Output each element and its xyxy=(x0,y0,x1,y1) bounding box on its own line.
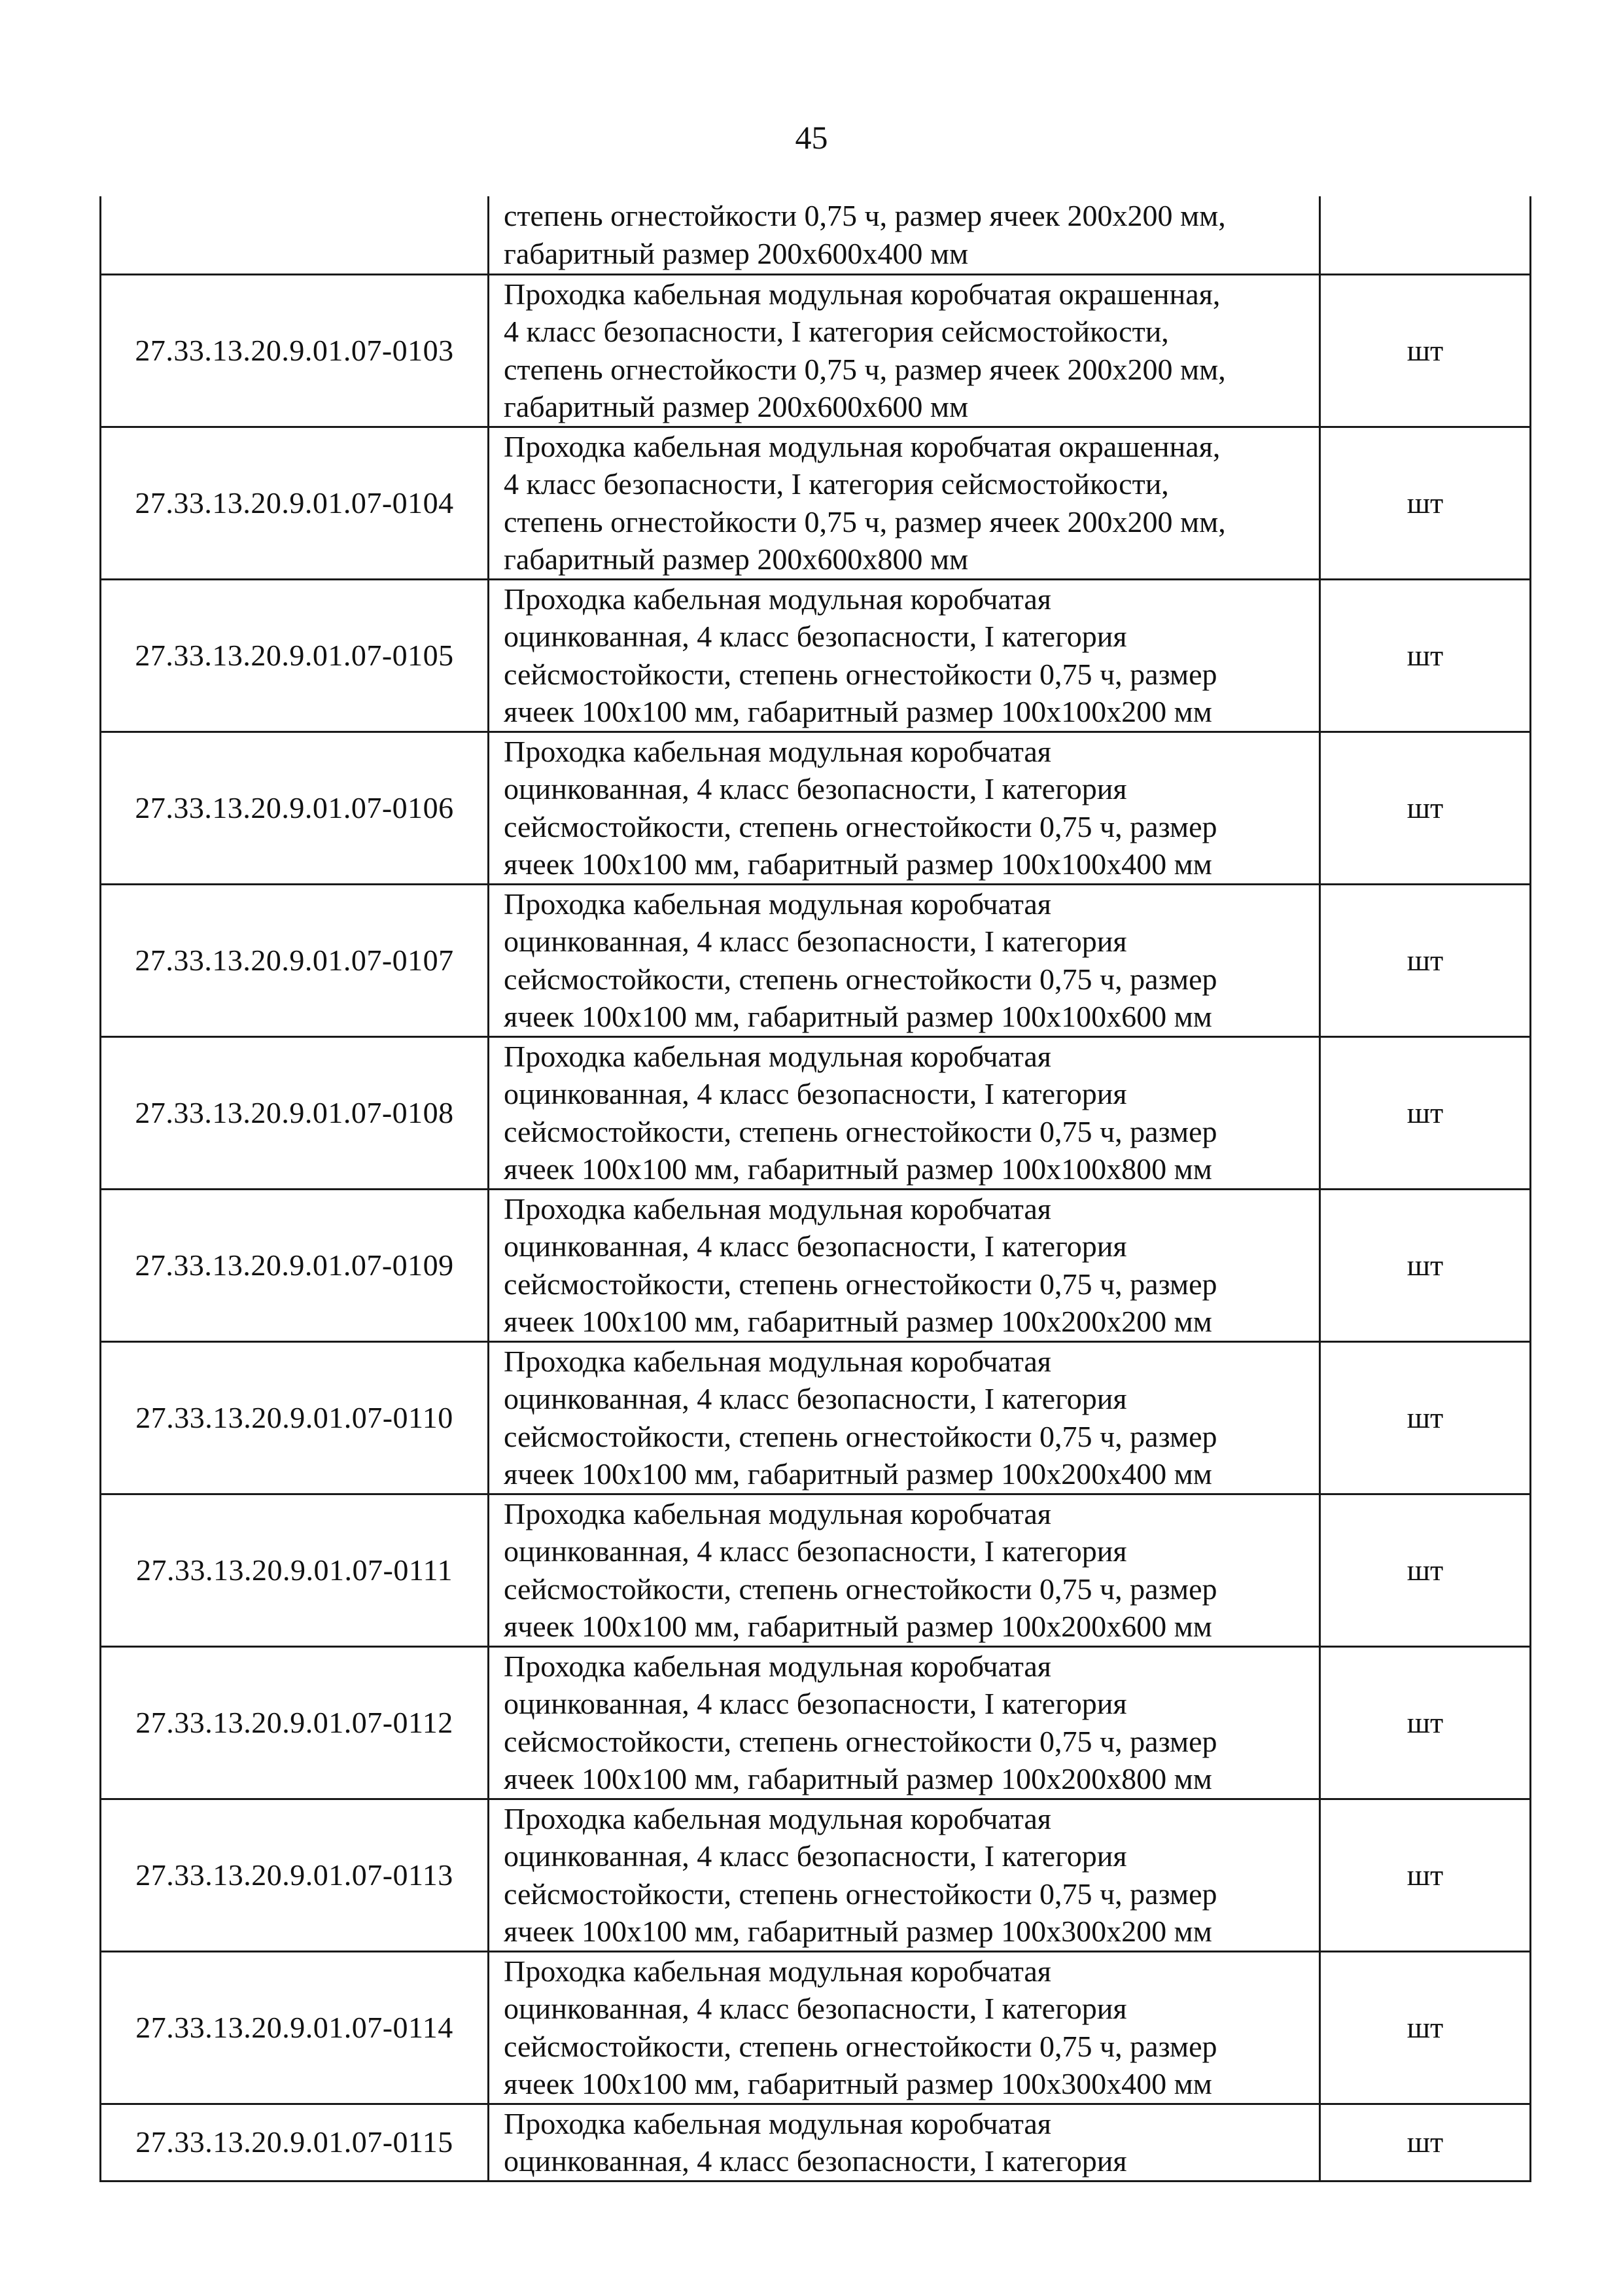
resource-code: 27.33.13.20.9.01.07-0108 xyxy=(101,1036,489,1189)
table-row xyxy=(101,884,1531,1036)
resource-description: Проходка кабельная модульная коробчатая окрашенная, 4 класс безопасности, I категория сейсмостойкости, степень огнестойкости 0,75 ч, размер ячеек 200х200 мм, габаритный размер 200х600х800 мм xyxy=(489,427,1320,579)
table-row xyxy=(101,1494,1531,1646)
resource-code: 27.33.13.20.9.01.07-0106 xyxy=(101,732,489,884)
unit-of-measure: шт xyxy=(1320,1036,1531,1189)
resource-code: 27.33.13.20.9.01.07-0107 xyxy=(101,884,489,1036)
resource-description: Проходка кабельная модульная коробчатая оцинкованная, 4 класс безопасности, I категория сейсмостойкости, степень огнестойкости 0,75 ч, размер ячеек 100х100 мм, габаритный размер 100х100х400 мм xyxy=(489,732,1320,884)
unit-of-measure: шт xyxy=(1320,1341,1531,1494)
unit-of-measure: шт xyxy=(1320,1951,1531,2104)
unit-of-measure xyxy=(1320,196,1531,274)
resource-code: 27.33.13.20.9.01.07-0109 xyxy=(101,1189,489,1341)
resource-code: 27.33.13.20.9.01.07-0110 xyxy=(101,1341,489,1494)
table-row xyxy=(101,1189,1531,1341)
unit-of-measure: шт xyxy=(1320,1799,1531,1951)
resource-code: 27.33.13.20.9.01.07-0105 xyxy=(101,579,489,732)
resource-table xyxy=(99,196,1531,2182)
resource-description: Проходка кабельная модульная коробчатая оцинкованная, 4 класс безопасности, I категория сейсмостойкости, степень огнестойкости 0,75 ч, размер ячеек 100х100 мм, габаритный размер 100х300х200 мм xyxy=(489,1799,1320,1951)
resource-description: Проходка кабельная модульная коробчатая окрашенная, 4 класс безопасности, I категория сейсмостойкости, степень огнестойкости 0,75 ч, размер ячеек 200х200 мм, габаритный размер 200х600х600 мм xyxy=(489,274,1320,427)
unit-of-measure: шт xyxy=(1320,1646,1531,1799)
resource-description: Проходка кабельная модульная коробчатая оцинкованная, 4 класс безопасности, I категория xyxy=(489,2104,1320,2181)
resource-description: Проходка кабельная модульная коробчатая оцинкованная, 4 класс безопасности, I категория сейсмостойкости, степень огнестойкости 0,75 ч, размер ячеек 100х100 мм, габаритный размер 100х100х200 мм xyxy=(489,579,1320,732)
resource-description: Проходка кабельная модульная коробчатая оцинкованная, 4 класс безопасности, I категория сейсмостойкости, степень огнестойкости 0,75 ч, размер ячеек 100х100 мм, габаритный размер 100х200х800 мм xyxy=(489,1646,1320,1799)
table-row xyxy=(101,1341,1531,1494)
table-row xyxy=(101,732,1531,884)
resource-description: Проходка кабельная модульная коробчатая оцинкованная, 4 класс безопасности, I категория сейсмостойкости, степень огнестойкости 0,75 ч, размер ячеек 100х100 мм, габаритный размер 100х100х800 мм xyxy=(489,1036,1320,1189)
resource-code: 27.33.13.20.9.01.07-0115 xyxy=(101,2104,489,2181)
resource-code: 27.33.13.20.9.01.07-0112 xyxy=(101,1646,489,1799)
unit-of-measure: шт xyxy=(1320,1494,1531,1646)
unit-of-measure: шт xyxy=(1320,2104,1531,2181)
table-row xyxy=(101,579,1531,732)
resource-code: 27.33.13.20.9.01.07-0114 xyxy=(101,1951,489,2104)
resource-code: 27.33.13.20.9.01.07-0111 xyxy=(101,1494,489,1646)
resource-code: 27.33.13.20.9.01.07-0104 xyxy=(101,427,489,579)
unit-of-measure: шт xyxy=(1320,579,1531,732)
resource-description: Проходка кабельная модульная коробчатая оцинкованная, 4 класс безопасности, I категория сейсмостойкости, степень огнестойкости 0,75 ч, размер ячеек 100х100 мм, габаритный размер 100х200х400 мм xyxy=(489,1341,1320,1494)
unit-of-measure: шт xyxy=(1320,274,1531,427)
page-number: 45 xyxy=(795,119,828,156)
table-row xyxy=(101,427,1531,579)
resource-code: 27.33.13.20.9.01.07-0113 xyxy=(101,1799,489,1951)
table-row xyxy=(101,1646,1531,1799)
table-row xyxy=(101,2104,1531,2181)
table-row xyxy=(101,1799,1531,1951)
resource-description: Проходка кабельная модульная коробчатая оцинкованная, 4 класс безопасности, I категория сейсмостойкости, степень огнестойкости 0,75 ч, размер ячеек 100х100 мм, габаритный размер 100х300х400 мм xyxy=(489,1951,1320,2104)
table-row xyxy=(101,1951,1531,2104)
resource-description: степень огнестойкости 0,75 ч, размер ячеек 200х200 мм, габаритный размер 200х600х400 мм xyxy=(489,196,1320,274)
unit-of-measure: шт xyxy=(1320,427,1531,579)
resource-description: Проходка кабельная модульная коробчатая оцинкованная, 4 класс безопасности, I категория сейсмостойкости, степень огнестойкости 0,75 ч, размер ячеек 100х100 мм, габаритный размер 100х200х200 мм xyxy=(489,1189,1320,1341)
table-row xyxy=(101,274,1531,427)
unit-of-measure: шт xyxy=(1320,732,1531,884)
unit-of-measure: шт xyxy=(1320,1189,1531,1341)
resource-code: 27.33.13.20.9.01.07-0103 xyxy=(101,274,489,427)
unit-of-measure: шт xyxy=(1320,884,1531,1036)
resource-description: Проходка кабельная модульная коробчатая оцинкованная, 4 класс безопасности, I категория сейсмостойкости, степень огнестойкости 0,75 ч, размер ячеек 100х100 мм, габаритный размер 100х100х600 мм xyxy=(489,884,1320,1036)
resource-code xyxy=(101,196,489,274)
resource-description: Проходка кабельная модульная коробчатая оцинкованная, 4 класс безопасности, I категория сейсмостойкости, степень огнестойкости 0,75 ч, размер ячеек 100х100 мм, габаритный размер 100х200х600 мм xyxy=(489,1494,1320,1646)
table-row xyxy=(101,196,1531,274)
table-row xyxy=(101,1036,1531,1189)
